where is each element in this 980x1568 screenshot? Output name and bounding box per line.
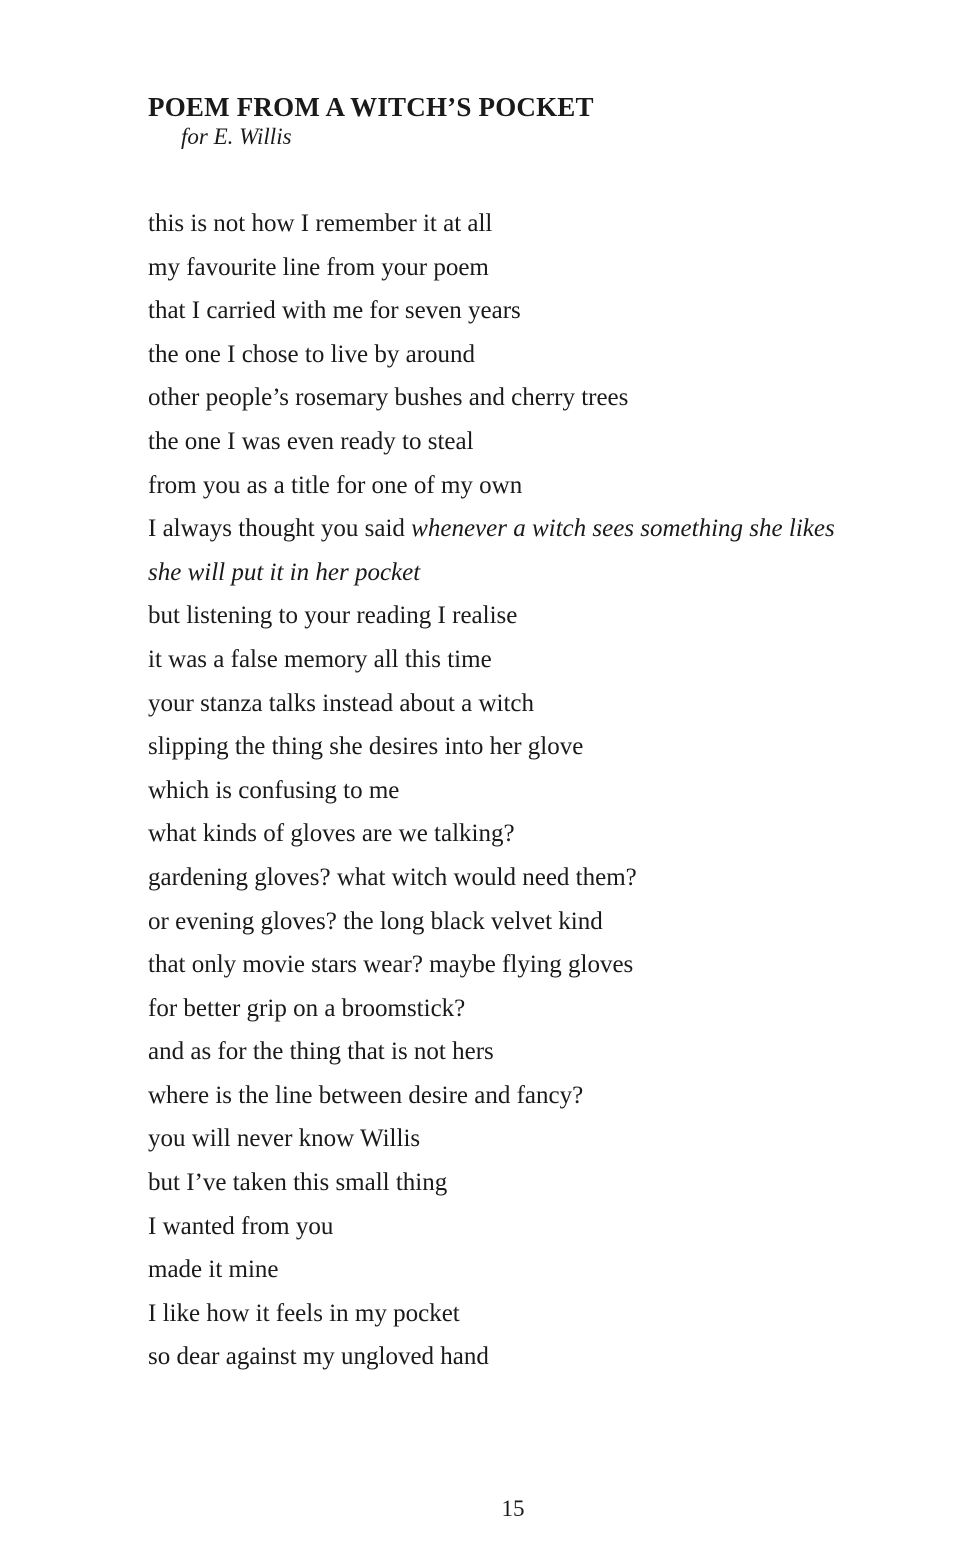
poem-line: the one I chose to live by around xyxy=(148,340,475,368)
poem-line: slipping the thing she desires into her glove xyxy=(148,733,584,761)
poem-line: it was a false memory all this time xyxy=(148,645,492,673)
poem-title: POEM FROM A WITCH’S POCKET xyxy=(148,92,594,122)
poem-line: but I’ve taken this small thing xyxy=(148,1169,448,1197)
poem-line: but listening to your reading I realise xyxy=(148,602,518,630)
poem-line: I wanted from you xyxy=(148,1212,334,1240)
poem-line: other people’s rosemary bushes and cherry trees xyxy=(148,384,629,412)
poem-line: she will put it in her pocket xyxy=(148,558,421,586)
poem-line: this is not how I remember it at all xyxy=(148,210,493,237)
poem-line: and as for the thing that is not hers xyxy=(148,1038,494,1066)
poem-line: for better grip on a broomstick? xyxy=(148,994,466,1022)
poem-line: from you as a title for one of my own xyxy=(148,471,523,499)
poem-line: my favourite line from your poem xyxy=(148,253,489,281)
poem-line: I always thought you said whenever a witch sees something she likes xyxy=(148,515,835,543)
poem-line: so dear against my ungloved hand xyxy=(148,1343,489,1371)
poem-line: that only movie stars wear? maybe flying gloves xyxy=(148,951,634,979)
poem-line: where is the line between desire and fancy? xyxy=(148,1081,584,1109)
poem-line: what kinds of gloves are we talking? xyxy=(148,820,515,848)
poem-line: made it mine xyxy=(148,1256,279,1284)
poem-line: the one I was even ready to steal xyxy=(148,427,474,455)
poem-line: gardening gloves? what witch would need them? xyxy=(148,863,637,891)
poem-line: your stanza talks instead about a witch xyxy=(148,689,534,717)
poem-dedication: for E. Willis xyxy=(181,124,292,149)
page-number: 15 xyxy=(501,1496,525,1521)
poem-line: or evening gloves? the long black velvet kind xyxy=(148,907,603,935)
poem-line: that I carried with me for seven years xyxy=(148,297,521,325)
poem-line: which is confusing to me xyxy=(148,776,400,804)
poem-body xyxy=(148,206,948,1383)
poem-line: I like how it feels in my pocket xyxy=(148,1299,460,1327)
poem-line: you will never know Willis xyxy=(148,1125,421,1153)
